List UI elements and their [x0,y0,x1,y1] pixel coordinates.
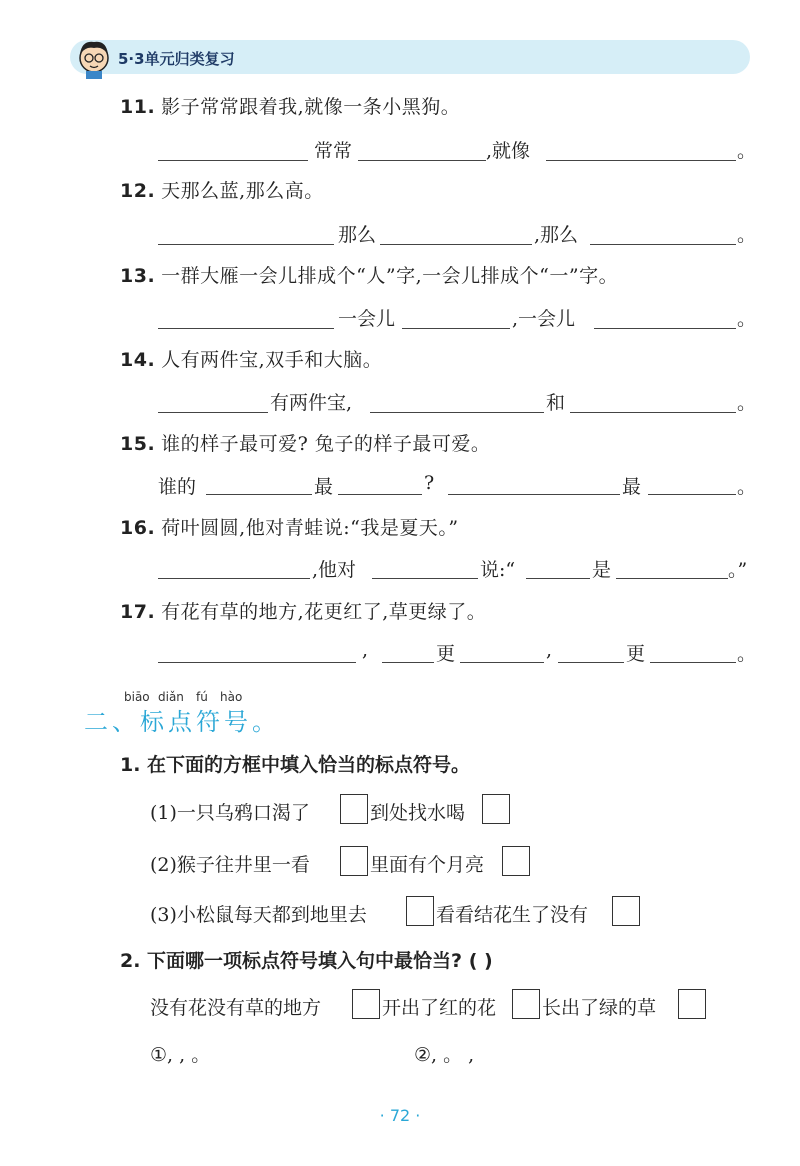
sentence-text: 长出了绿的草 [542,997,657,1019]
sub-question-1-title: 1. 在下面的方框中填入恰当的标点符号。 [120,754,471,776]
answer-connector: 有两件宝, [270,392,353,414]
answer-blank[interactable] [158,160,308,161]
answer-connector: 最 [622,476,642,498]
answer-connector: 。” [728,559,748,581]
pinyin: fú [196,690,208,704]
answer-blank[interactable] [358,160,486,161]
mascot-icon [74,36,114,80]
question-sentence: 谁的样子最可爱? 兔子的样子最可爱。 [161,433,491,455]
punctuation-box[interactable] [502,846,530,876]
option-2[interactable]: ②, 。 , [414,1044,475,1066]
question-number: 11. [120,96,156,118]
header-title: 5·3单元归类复习 [118,50,235,68]
sentence-text: 没有花没有草的地方 [150,997,322,1019]
answer-connector: , [546,639,553,661]
answer-connector: 是 [592,559,612,581]
sentence-text: 开出了红的花 [382,997,497,1019]
question-17 [120,597,486,624]
answer-blank[interactable] [590,244,736,245]
punctuation-box[interactable] [482,794,510,824]
question-number: 16. [120,517,156,539]
item-text: (2)猴子往井里一看 [150,854,310,876]
question-14 [120,345,382,372]
answer-connector: 和 [546,392,566,414]
question-number: 15. [120,433,156,455]
answer-blank[interactable] [158,328,334,329]
answer-blank[interactable] [158,662,356,663]
answer-blank[interactable] [650,662,736,663]
question-number: 13. [120,265,156,287]
answer-blank[interactable] [448,494,620,495]
punctuation-box[interactable] [406,896,434,926]
answer-connector: 。 [737,392,757,414]
question-number: 17. [120,601,156,623]
pinyin: diǎn [158,690,184,704]
item-text: (3)小松鼠每天都到地里去 [150,904,367,926]
question-sentence: 一群大雁一会儿排成个“人”字,一会儿排成个“一”字。 [161,265,619,287]
answer-connector: 。 [737,140,757,162]
answer-blank[interactable] [338,494,422,495]
question-sentence: 有花有草的地方,花更红了,草更绿了。 [161,601,487,623]
answer-connector: 谁的 [158,476,197,498]
answer-blank[interactable] [402,328,510,329]
answer-connector: 最 [314,476,334,498]
punctuation-box[interactable] [340,846,368,876]
answer-blank[interactable] [382,662,434,663]
answer-connector: ,一会儿 [512,308,576,330]
item-text: 到处找水喝 [370,802,466,824]
pinyin: hào [220,690,243,704]
answer-connector: ,就像 [486,140,531,162]
question-11 [120,92,460,119]
question-13 [120,261,618,288]
question-sentence: 荷叶圆圆,他对青蛙说:“我是夏天。” [161,517,459,539]
answer-blank[interactable] [206,494,312,495]
answer-blank[interactable] [648,494,736,495]
answer-connector: 。 [737,476,757,498]
item-text: (1)一只乌鸦口渴了 [150,802,310,824]
answer-connector: 更 [436,643,456,665]
answer-connector: , [362,639,369,661]
answer-blank[interactable] [372,578,478,579]
item-text: 里面有个月亮 [370,854,485,876]
question-number: 12. [120,180,156,202]
answer-connector: 。 [737,643,757,665]
sub-question-2-title: 2. 下面哪一项标点符号填入句中最恰当? ( ) [120,950,493,972]
answer-connector: 一会儿 [338,308,396,330]
answer-blank[interactable] [158,244,334,245]
answer-blank[interactable] [158,578,310,579]
question-sentence: 人有两件宝,双手和大脑。 [161,349,383,371]
answer-connector: ,那么 [534,224,579,246]
answer-connector: 。 [737,308,757,330]
question-sentence: 天那么蓝,那么高。 [161,180,324,202]
section-title: 二、标点符号。 [84,708,280,736]
answer-blank[interactable] [594,328,736,329]
answer-connector: 说:“ [480,559,516,581]
answer-blank[interactable] [526,578,590,579]
answer-connector: 常常 [314,140,353,162]
question-number: 14. [120,349,156,371]
answer-blank[interactable] [158,412,268,413]
pinyin: biāo [124,690,150,704]
answer-connector: ,他对 [312,559,357,581]
punctuation-box[interactable] [612,896,640,926]
answer-blank[interactable] [370,412,544,413]
answer-connector: ? [424,472,435,494]
option-1[interactable]: ①, , 。 [150,1044,211,1066]
punctuation-box[interactable] [678,989,706,1019]
answer-blank[interactable] [558,662,624,663]
answer-blank[interactable] [570,412,736,413]
answer-connector: 那么 [338,224,377,246]
question-15 [120,429,490,456]
page-number: · 72 · [379,1106,421,1125]
item-text: 看看结花生了没有 [436,904,589,926]
punctuation-box[interactable] [512,989,540,1019]
punctuation-box[interactable] [340,794,368,824]
answer-blank[interactable] [616,578,728,579]
question-sentence: 影子常常跟着我,就像一条小黑狗。 [161,96,461,118]
answer-blank[interactable] [380,244,532,245]
answer-connector: 。 [737,224,757,246]
question-16 [120,513,459,540]
answer-blank[interactable] [546,160,736,161]
punctuation-box[interactable] [352,989,380,1019]
answer-connector: 更 [626,643,646,665]
question-12 [120,176,324,203]
answer-blank[interactable] [460,662,544,663]
